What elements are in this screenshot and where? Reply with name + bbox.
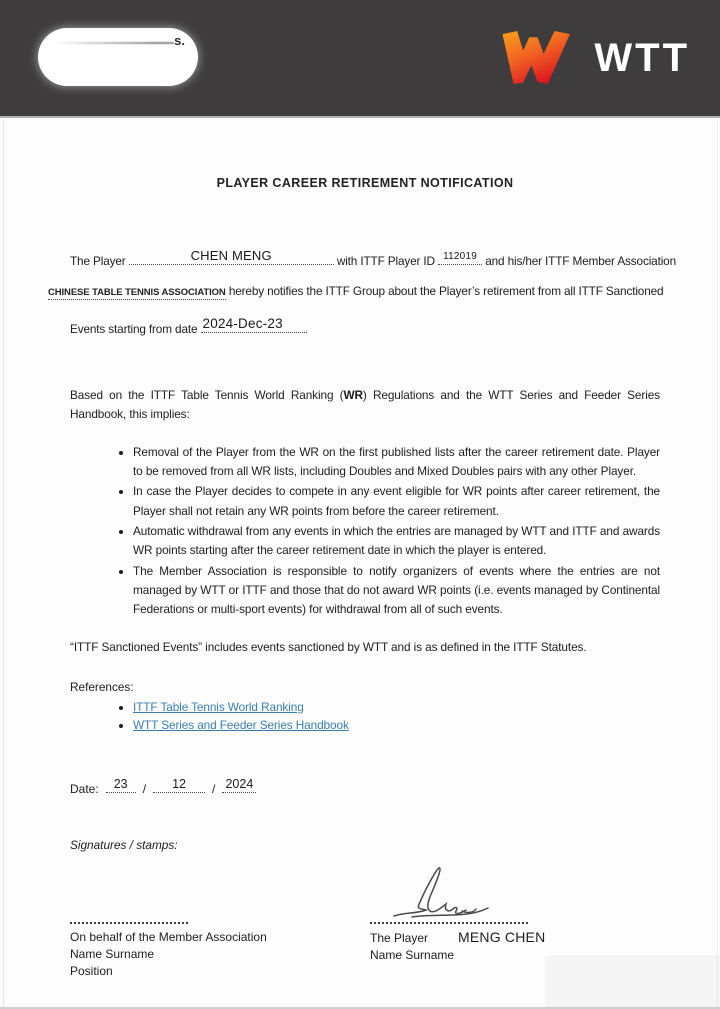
signatures-label: Signatures / stamps: [70,837,178,852]
scan-artifact [545,955,720,1007]
link-ittf-world-ranking[interactable]: ITTF Table Tennis World Ranking [133,699,304,714]
association-caption-line: Position [70,963,113,978]
player-name-value: CHEN MENG [190,248,272,263]
page-edge-left [3,120,4,1009]
wtt-logo-icon [496,30,578,86]
member-association-value: CHINESE TABLE TENNIS ASSOCIATION [48,287,226,298]
reference-item [133,718,660,732]
wr-abbr: WR [343,388,363,402]
intro-text-5: Events starting from date [70,322,198,336]
bullet-item: • In case the Player decides to compete in any event eligible for WR points after career retirement, the Player shall not retain any WR points from before the career retirement. [133,482,660,521]
player-caption-label: The Player [370,930,429,945]
page-title: PLAYER CAREER RETIREMENT NOTIFICATION [216,176,514,190]
intro-text-1: The Player [70,254,126,268]
player-caption-line [370,929,545,947]
date-month-field [153,778,205,793]
date-separator: / [142,781,147,796]
player-signature-column [370,858,545,980]
player-id-field [438,250,482,265]
date-year-field [222,778,256,793]
player-name-field [129,250,334,265]
intro-line-1 [70,248,676,270]
player-typed-name: MENG CHEN [458,928,546,945]
implies-paragraph [70,386,660,425]
date-line [70,778,660,796]
association-caption-line: Name Surname [70,946,155,961]
bullet-item: • Automatic withdrawal from any events in which the entries are managed by WTT and ITTF and awards WR points starting after the career retirement date in which the player is entered. [133,522,660,561]
references-section [70,680,660,732]
document-body [0,118,720,980]
intro-text-3: and his/her ITTF Member Association [485,254,676,268]
retirement-date-field [201,318,307,333]
intro-line-2 [48,284,664,304]
bullet-item: • The Member Association is responsible to notify organizers of events where the entries are not managed by WTT or ITTF and those that do not award WR points (i.e. events managed by Continental Federations or multi-sport events) for withdrawal from all of such events. [133,562,660,620]
association-signature-line [70,922,188,924]
redacted-text-smudge [52,42,174,44]
implies-text-pre: Based on the ITTF Table Tennis World Ranking ( [70,388,344,402]
implies-text-post: ) Regulations and the WTT Series and Feeder Series Handbook, this implies: [70,388,660,422]
player-signature-icon [384,864,504,924]
redacted-pill-text: s. [174,33,185,48]
wtt-logo-text: WTT [594,36,690,80]
bullet-item: • Removal of the Player from the WR on the first published lists after the career retirement date. Player to be removed from all WR lists, including Doubles and Mixed Doubles pairs with any other Player. [133,443,660,482]
intro-line-3 [70,318,660,338]
wtt-logo [496,30,690,86]
date-day-field [106,778,136,793]
header-bar [0,0,720,118]
intro-paragraph [48,248,676,338]
date-month-value: 12 [172,776,186,791]
sanctioned-events-note: “ITTF Sanctioned Events” includes events sanctioned by WTT and is as defined in the ITTF Statutes. [70,639,587,654]
date-separator: / [212,781,216,796]
date-label: Date: [70,781,99,796]
player-caption-line: Name Surname [370,947,455,962]
association-signature-column [70,858,370,980]
association-signature-caption [70,929,370,980]
association-caption-line: On behalf of the Member Association [70,929,267,944]
reference-item [133,700,660,714]
redacted-pill [38,28,198,86]
page-edge-right [717,120,718,1009]
player-signature-caption [370,929,545,964]
intro-text-4: hereby notifies the ITTF Group about the Player’s retirement from all ITTF Sanctioned [228,284,664,298]
references-list [70,700,660,732]
references-label: References: [70,679,134,694]
date-day-value: 23 [113,776,128,791]
date-year-value: 2024 [225,776,254,791]
player-id-value: 112019 [443,251,477,262]
link-wtt-handbook[interactable]: WTT Series and Feeder Series Handbook [133,717,349,732]
implications-list [70,443,660,620]
retirement-date-value: 2024-Dec-23 [202,316,283,331]
intro-text-2: with ITTF Player ID [336,254,435,268]
